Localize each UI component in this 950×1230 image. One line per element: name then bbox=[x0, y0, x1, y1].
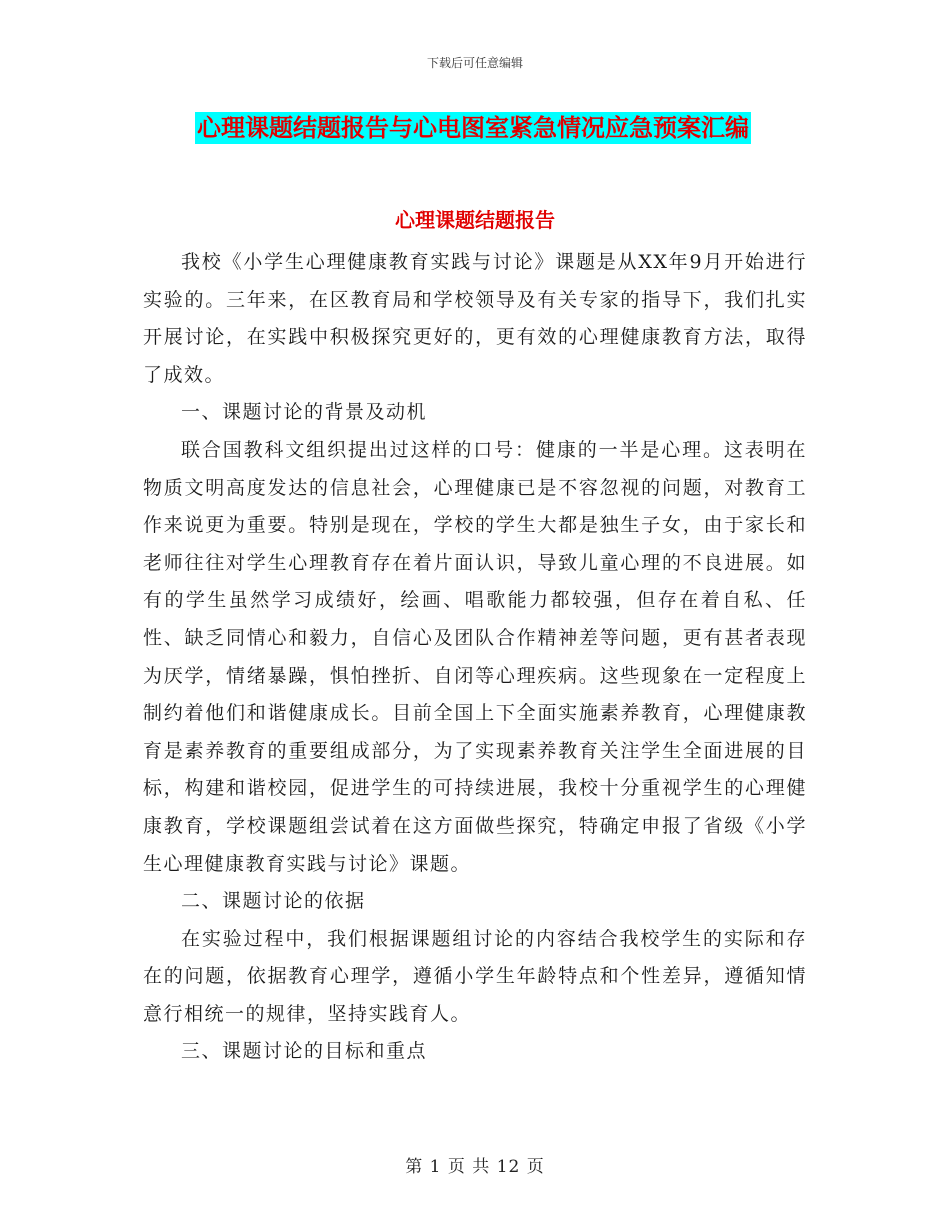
heading-goals: 三、课题讨论的目标和重点 bbox=[181, 1040, 428, 1063]
document-body bbox=[143, 244, 807, 1071]
paragraph-basis: 在实验过程中，我们根据课题组讨论的内容结合我校学生的实际和存在的问题，依据教育心理学，遵循小学生年龄特点和个性差异，遵循知情意行相统一的规律，坚持实践育人。 bbox=[143, 927, 807, 1025]
page-number: 第 1 页 共 12 页 bbox=[405, 1157, 545, 1177]
heading-background: 一、课题讨论的背景及动机 bbox=[181, 401, 428, 424]
paragraph-background: 联合国教科文组织提出过这样的口号：健康的一半是心理。这表明在物质文明高度发达的信息社会，心理健康已是不容忽视的问题，对教育工作来说更为重要。特别是现在，学校的学生大都是独生子女，由于家长和老师往往对学生心理教育存在着片面认识，导致儿童心理的不良进展。如有的学生虽然学习成绩好，绘画、唱歌能力都较强，但存在着自私、任性、缺乏同情心和毅力，自信心及团队合作精神差等问题，更有甚者表现为厌学，情绪暴躁，惧怕挫折、自闭等心理疾病。这些现象在一定程度上制约着他们和谐健康成长。目前全国上下全面实施素养教育，心理健康教育是素养教育的重要组成部分，为了实现素养教育关注学生全面进展的目标，构建和谐校园，促进学生的可持续进展，我校十分重视学生的心理健康教育，学校课题组尝试着在这方面做些探究，特确定申报了省级《小学生心理健康教育实践与讨论》课题。 bbox=[143, 438, 807, 875]
document-main-title: 心理课题结题报告与心电图室紧急情况应急预案汇编 bbox=[197, 114, 749, 142]
section-title: 心理课题结题报告 bbox=[395, 208, 555, 232]
header-note: 下载后可任意编辑 bbox=[426, 56, 523, 70]
paragraph-intro: 我校《小学生心理健康教育实践与讨论》课题是从XX年9月开始进行实验的。三年来，在区教育局和学校领导及有关专家的指导下，我们扎实开展讨论，在实践中积极探究更好的，更有效的心理健康教育方法，取得了成效。 bbox=[143, 251, 807, 386]
heading-basis: 二、课题讨论的依据 bbox=[181, 890, 366, 913]
